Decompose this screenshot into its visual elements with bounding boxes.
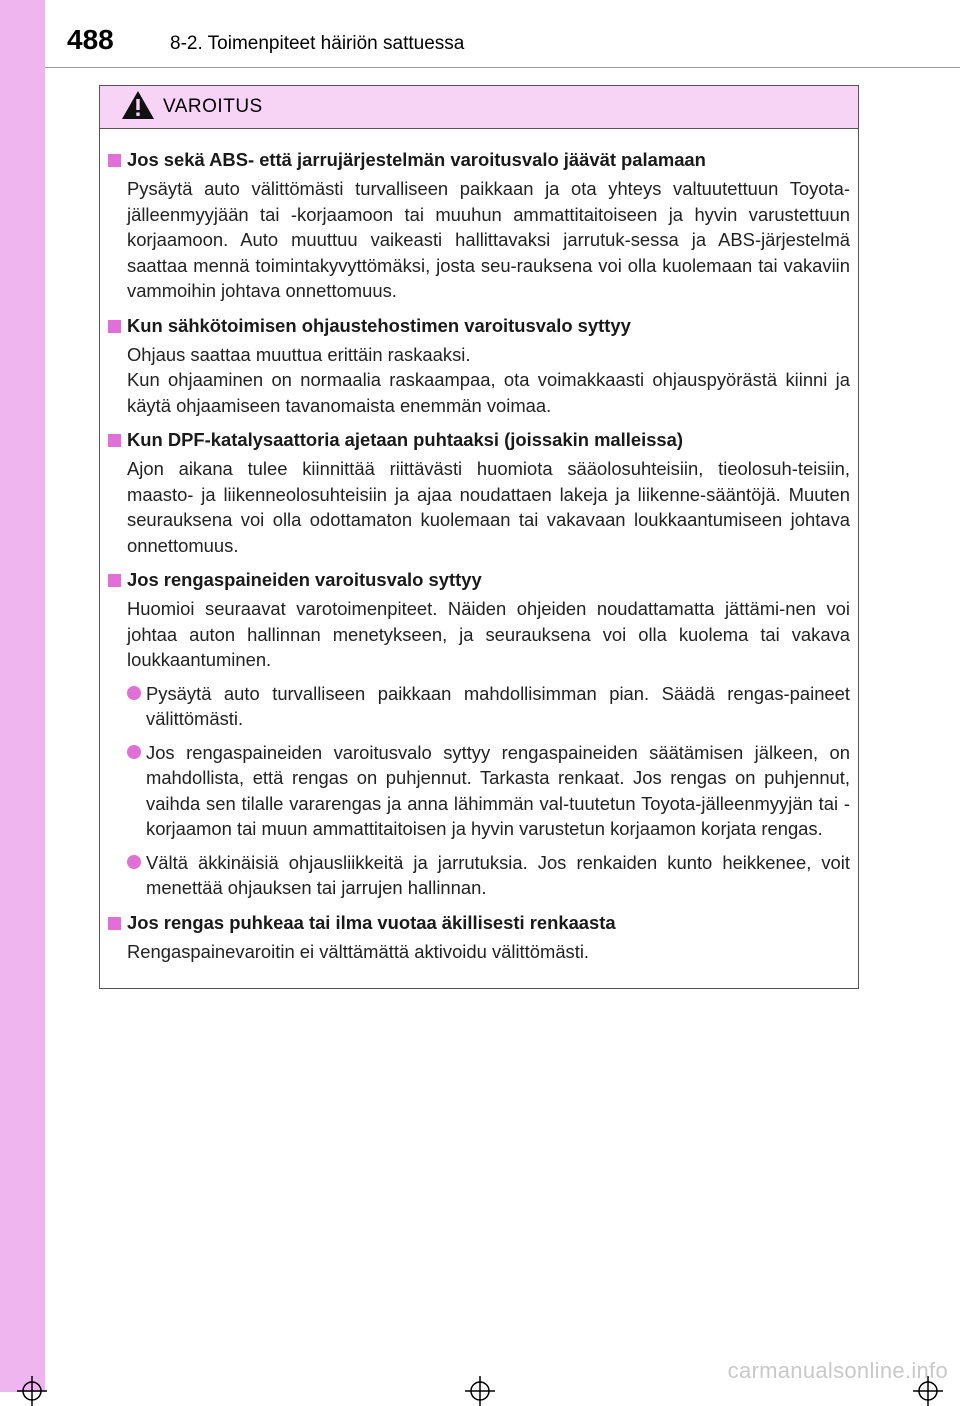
item-body: Pysäytä auto välittömästi turvalliseen paikkaan ja ota yhteys valtuutettuun Toyota-jälleenmyyjään tai -korjaamoon tai muuhun ammattitaitoiseen ja hyvin varustettuun korjaamoon. Auto muuttuu vaikeasti hallittavaksi jarrutuk-sessa ja ABS-järjestelmä saattaa mennä toimintakyvyttömäksi, josta seu-rauksena voi olla kuolemaan tai vakaviin vammoihin johtava onnettomuus. — [127, 178, 850, 301]
warning-content — [100, 129, 858, 964]
bullet-text: Pysäytä auto turvalliseen paikkaan mahdollisimman pian. Säädä rengas-paineet välittömästi. — [146, 682, 850, 729]
item-body: Ajon aikana tulee kiinnittää riittävästi huomiota sääolosuhteisiin, tieolosuh-teisiin, maasto- ja liikenneolosuhteisiin ja ajaa noudattaen lakeja ja liikenne-sääntöjä. Muuten seurauksena voi olla odottamaton kuolemaan tai vakavaan loukkaantumiseen johtava onnettomuus. — [127, 458, 850, 556]
round-bullet-icon — [127, 745, 141, 759]
square-bullet-icon — [108, 574, 121, 587]
item-heading: Kun DPF-katalysaattoria ajetaan puhtaaksi (joissakin malleissa) — [127, 429, 684, 450]
crop-mark-icon — [17, 1376, 47, 1406]
watermark: carmanualsonline.info — [727, 1358, 948, 1383]
item-heading: Jos sekä ABS- että jarrujärjestelmän varoitusvalo jäävät palamaan — [127, 149, 706, 170]
warning-triangle-icon — [120, 89, 156, 126]
warning-item — [108, 147, 850, 304]
square-bullet-icon — [108, 434, 121, 447]
bullet-item — [108, 850, 850, 901]
warning-item — [108, 427, 850, 558]
chapter-sidebar-tab — [0, 0, 45, 1392]
bullet-item — [108, 740, 850, 842]
page-number: 488 — [67, 24, 114, 55]
square-bullet-icon — [108, 154, 121, 167]
round-bullet-icon — [127, 686, 141, 700]
warning-item — [108, 313, 850, 419]
bullet-text: Vältä äkkinäisiä ohjausliikkeitä ja jarrutuksia. Jos renkaiden kunto heikkenee, voit menettää ohjauksen tai jarrujen hallinnan. — [146, 851, 850, 898]
item-heading: Kun sähkötoimisen ohjaustehostimen varoitusvalo syttyy — [127, 314, 631, 336]
item-body: Huomioi seuraavat varotoimenpiteet. Näiden ohjeiden noudattamatta jättämi-nen voi johtaa auton hallinnan menetykseen, ja seurauksena voi olla kuolema tai vakava loukkaantuminen. — [127, 598, 850, 670]
warning-header — [100, 86, 858, 129]
square-bullet-icon — [108, 320, 121, 333]
bullet-text: Jos rengaspaineiden varoitusvalo syttyy rengaspaineiden säätämisen jälkeen, on mahdollista, että rengas on puhjennut. Tarkasta renkaat. Jos rengas on puhjennut, vaihda sen tilalle vararengas ja anna lähimmän val-tuutetun Toyota-jälleenmyyjän tai -korjaamon tai muun ammattitaitoisen ja hyvin varustetun korjaamon korjata rengas. — [146, 741, 850, 839]
square-bullet-icon — [108, 917, 121, 930]
item-body: Ohjaus saattaa muuttua erittäin raskaaksi. — [127, 343, 471, 365]
item-body: Kun ohjaaminen on normaalia raskaampaa, ota voimakkaasti ohjauspyörästä kiinni ja käytä ohjaamiseen tavanomaista enemmän voimaa. — [127, 369, 850, 416]
item-heading: Jos rengas puhkeaa tai ilma vuotaa äkillisesti renkaasta — [127, 911, 616, 933]
crop-mark-icon — [465, 1376, 495, 1406]
warning-item — [108, 567, 850, 901]
item-body: Rengaspainevaroitin ei välttämättä aktivoidu välittömästi. — [127, 940, 590, 962]
item-heading: Jos rengaspaineiden varoitusvalo syttyy — [127, 569, 482, 590]
bullet-item — [108, 681, 850, 732]
warning-label: VAROITUS — [163, 96, 263, 117]
section-title: 8-2. Toimenpiteet häiriön sattuessa — [170, 33, 465, 54]
header-divider — [45, 67, 960, 68]
warning-box — [99, 85, 859, 989]
warning-item — [108, 910, 850, 965]
round-bullet-icon — [127, 855, 141, 869]
